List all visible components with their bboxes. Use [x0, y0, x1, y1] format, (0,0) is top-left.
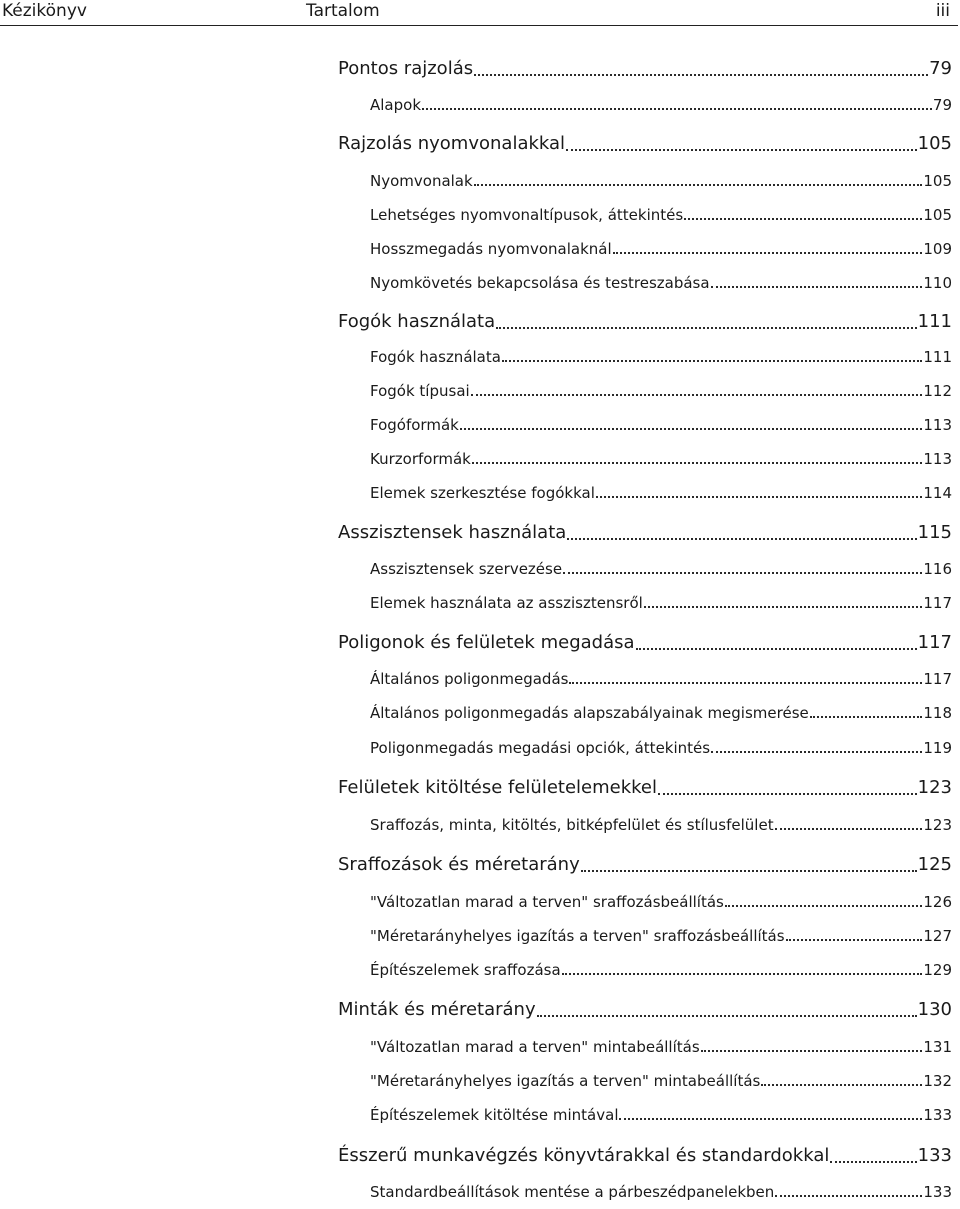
toc-dot-leader	[472, 462, 923, 464]
toc-entry-page-number: 105	[917, 133, 952, 155]
toc-section-entry[interactable]	[370, 1104, 952, 1124]
toc-dot-leader	[684, 218, 922, 220]
toc-entry-page-number: 123	[923, 816, 952, 834]
toc-entry-title: Pontos rajzolás	[338, 58, 474, 80]
toc-entry-title: Fogók használata	[338, 311, 496, 333]
toc-entry-page-number: 117	[923, 594, 952, 612]
toc-section-entry[interactable]	[370, 702, 952, 722]
toc-section-entry[interactable]	[370, 1036, 952, 1056]
toc-entry-title: Poligonok és felületek megadása	[338, 632, 635, 654]
toc-entry-page-number: 105	[923, 206, 952, 224]
toc-section-entry[interactable]	[370, 959, 952, 979]
toc-section-entry[interactable]	[370, 204, 952, 224]
toc-entry-title: Nyomkövetés bekapcsolása és testreszabása	[370, 274, 710, 292]
toc-entry-title: Építészelemek sraffozása	[370, 961, 561, 979]
toc-section-entry[interactable]	[370, 668, 952, 688]
toc-entry-page-number: 113	[923, 416, 952, 434]
toc-entry-page-number: 127	[923, 927, 952, 945]
toc-dot-leader	[644, 606, 923, 608]
toc-dot-leader	[786, 939, 923, 941]
toc-section-entry[interactable]	[370, 272, 952, 292]
toc-entry-page-number: 79	[929, 58, 952, 80]
toc-dot-leader	[563, 572, 922, 574]
toc-dot-leader	[761, 1084, 922, 1086]
toc-entry-title: "Változatlan marad a terven" mintabeállítás	[370, 1038, 700, 1056]
header-section-title: Tartalom	[306, 1, 380, 21]
toc-dot-leader	[725, 905, 922, 907]
toc-chapter-entry[interactable]	[338, 56, 952, 80]
toc-entry-title: Elemek használata az asszisztensről	[370, 594, 643, 612]
toc-entry-title: Standardbeállítások mentése a párbeszédpanelekben	[370, 1183, 775, 1201]
toc-entry-page-number: 133	[917, 1145, 952, 1167]
toc-entry-title: Általános poligonmegadás	[370, 670, 569, 688]
toc-entry-title: Alapok	[370, 96, 422, 114]
toc-entry-title: Felületek kitöltése felületelemekkel	[338, 777, 657, 799]
toc-dot-leader	[596, 496, 922, 498]
toc-entry-page-number: 105	[923, 172, 952, 190]
toc-chapter-entry[interactable]	[338, 852, 952, 876]
toc-entry-page-number: 112	[923, 382, 952, 400]
toc-entry-title: Poligonmegadás megadási opciók, áttekintés	[370, 739, 711, 757]
toc-entry-title: "Méretarányhelyes igazítás a terven" mintabeállítás	[370, 1072, 761, 1090]
toc-chapter-entry[interactable]	[338, 1143, 952, 1167]
toc-entry-page-number: 111	[917, 311, 952, 333]
toc-dot-leader	[636, 648, 917, 650]
toc-entry-page-number: 117	[923, 670, 952, 688]
toc-section-entry[interactable]	[370, 558, 952, 578]
toc-chapter-entry[interactable]	[338, 997, 952, 1021]
toc-chapter-entry[interactable]	[338, 630, 952, 654]
toc-entry-title: Általános poligonmegadás alapszabályainak megismerése	[370, 704, 809, 722]
header-book-title: Kézikönyv	[2, 1, 87, 21]
toc-dot-leader	[658, 793, 917, 795]
toc-section-entry[interactable]	[370, 170, 952, 190]
toc-entry-title: Asszisztensek használata	[338, 522, 567, 544]
toc-dot-leader	[619, 1118, 922, 1120]
toc-dot-leader	[422, 108, 932, 110]
toc-entry-title: Sraffozás, minta, kitöltés, bitképfelület és stílusfelület	[370, 816, 774, 834]
toc-dot-leader	[569, 682, 922, 684]
toc-entry-page-number: 113	[923, 450, 952, 468]
toc-entry-page-number: 114	[923, 484, 952, 502]
toc-entry-page-number: 115	[917, 522, 952, 544]
toc-dot-leader	[460, 428, 923, 430]
toc-entry-title: Fogók típusai	[370, 382, 470, 400]
toc-section-entry[interactable]	[370, 448, 952, 468]
toc-section-entry[interactable]	[370, 414, 952, 434]
toc-entry-page-number: 133	[923, 1106, 952, 1124]
toc-entry-title: Fogók használata	[370, 348, 501, 366]
toc-entry-title: Lehetséges nyomvonaltípusok, áttekintés	[370, 206, 684, 224]
toc-dot-leader	[567, 538, 916, 540]
toc-entry-title: "Változatlan marad a terven" sraffozásbeállítás	[370, 893, 724, 911]
toc-section-entry[interactable]	[370, 891, 952, 911]
toc-dot-leader	[810, 716, 923, 718]
toc-section-entry[interactable]	[370, 1181, 952, 1201]
toc-dot-leader	[562, 973, 923, 975]
toc-dot-leader	[474, 74, 928, 76]
toc-entry-page-number: 123	[917, 777, 952, 799]
toc-entry-page-number: 119	[923, 739, 952, 757]
toc-section-entry[interactable]	[370, 238, 952, 258]
toc-dot-leader	[711, 286, 923, 288]
toc-entry-page-number: 79	[932, 96, 952, 114]
header-page-number: iii	[935, 1, 950, 21]
toc-entry-title: Sraffozások és méretarány	[338, 854, 580, 876]
toc-entry-title: Fogóformák	[370, 416, 459, 434]
toc-chapter-entry[interactable]	[338, 775, 952, 799]
toc-entry-page-number: 133	[923, 1183, 952, 1201]
toc-entry-title: Nyomvonalak	[370, 172, 473, 190]
toc-dot-leader	[471, 394, 923, 396]
toc-dot-leader	[581, 870, 917, 872]
toc-section-entry[interactable]	[370, 925, 952, 945]
toc-entry-title: "Méretarányhelyes igazítás a terven" sraffozásbeállítás	[370, 927, 785, 945]
toc-dot-leader	[537, 1015, 917, 1017]
toc-entry-page-number: 129	[923, 961, 952, 979]
toc-section-entry[interactable]	[370, 1070, 952, 1090]
toc-dot-leader	[775, 828, 923, 830]
toc-entry-title: Kurzorformák	[370, 450, 471, 468]
toc-dot-leader	[502, 360, 922, 362]
toc-dot-leader	[830, 1161, 916, 1163]
toc-entry-title: Hosszmegadás nyomvonalaknál	[370, 240, 612, 258]
toc-entry-page-number: 126	[923, 893, 952, 911]
toc-dot-leader	[613, 252, 923, 254]
toc-entry-page-number: 116	[923, 560, 952, 578]
toc-entry-page-number: 110	[923, 274, 952, 292]
toc-entry-page-number: 109	[923, 240, 952, 258]
toc-dot-leader	[711, 751, 922, 753]
toc-chapter-entry[interactable]	[338, 131, 952, 155]
toc-entry-title: Minták és méretarány	[338, 999, 536, 1021]
toc-entry-page-number: 117	[917, 632, 952, 654]
toc-section-entry[interactable]	[370, 346, 952, 366]
toc-entry-page-number: 132	[923, 1072, 952, 1090]
toc-dot-leader	[775, 1195, 922, 1197]
toc-entry-page-number: 131	[923, 1038, 952, 1056]
toc-dot-leader	[474, 184, 923, 186]
toc-section-entry[interactable]	[370, 592, 952, 612]
toc-entry-title: Ésszerű munkavégzés könyvtárakkal és standardokkal	[338, 1145, 830, 1167]
toc-dot-leader	[701, 1050, 923, 1052]
toc-chapter-entry[interactable]	[338, 520, 952, 544]
toc-entry-page-number: 130	[917, 999, 952, 1021]
toc-section-entry[interactable]	[370, 94, 952, 114]
toc-entry-title: Asszisztensek szervezése	[370, 560, 563, 578]
toc-section-entry[interactable]	[370, 380, 952, 400]
toc-section-entry[interactable]	[370, 737, 952, 757]
toc-entry-page-number: 118	[923, 704, 952, 722]
toc-chapter-entry[interactable]	[338, 309, 952, 333]
toc-entry-page-number: 125	[917, 854, 952, 876]
toc-dot-leader	[496, 327, 917, 329]
toc-dot-leader	[566, 149, 917, 151]
toc-section-entry[interactable]	[370, 482, 952, 502]
toc-entry-title: Rajzolás nyomvonalakkal	[338, 133, 566, 155]
toc-entry-page-number: 111	[923, 348, 952, 366]
toc-section-entry[interactable]	[370, 814, 952, 834]
toc-entry-title: Elemek szerkesztése fogókkal	[370, 484, 595, 502]
toc-entry-title: Építészelemek kitöltése mintával	[370, 1106, 619, 1124]
